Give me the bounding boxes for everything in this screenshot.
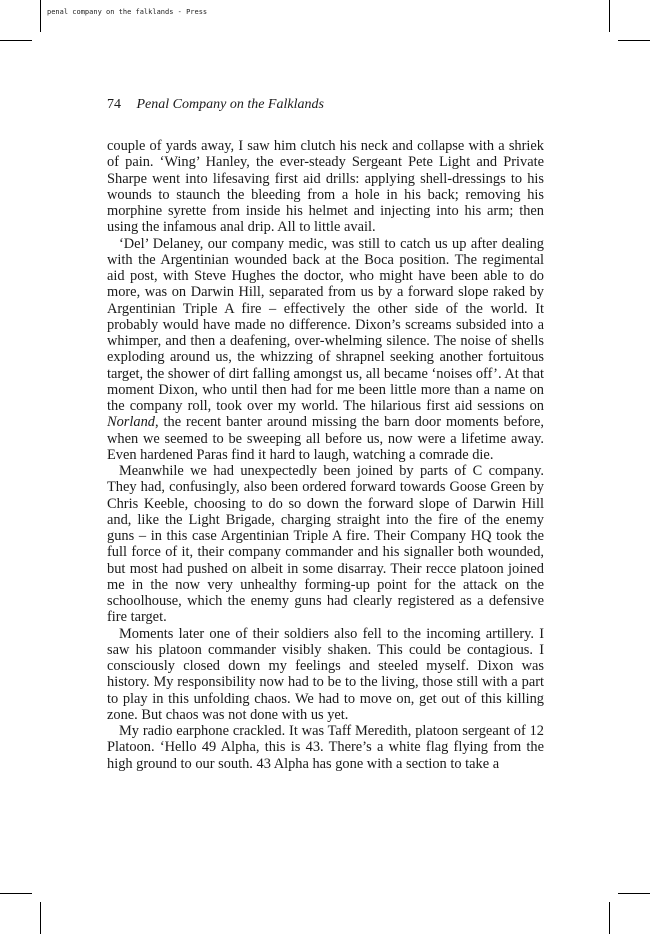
paragraph xyxy=(107,626,544,724)
paragraph xyxy=(107,463,544,626)
paragraph xyxy=(107,236,544,464)
paragraph-text: Meanwhile we had unexpectedly been joined by parts of C company. They had, confusingly, also been ordered forward towards Goose Green by Chris Keeble, choosing to do so down the forward slope of Darwin Hill and, like the Light Brigade, charging straight into the fire of the enemy guns – in this case Argentinian Triple A fire. Their Company HQ took the full force of it, their company commander and his signaller both wounded, but most had pushed on albeit in some disarray. Their recce platoon joined me in the now very unhealthy forming-up point for the attack on the schoolhouse, which the enemy guns had clearly registered as a defensive fire target. xyxy=(107,463,544,626)
page-number: 74 xyxy=(107,97,121,112)
paragraph-text-continued: , the recent banter around missing the barn door moments before, when we seemed to be sweeping all before us, now were a lifetime away. Even hardened Paras find it hard to laugh, watching a comrade die. xyxy=(107,414,544,463)
paragraph-text: ‘Del’ Delaney, our company medic, was still to catch us up after dealing with the Argentinian wounded back at the Boca position. The regimental aid post, with Steve Hughes the doctor, who might have been able to do more, was on Darwin Hill, separated from us by a forward slope raked by Argentinian Triple A fire – effectively the other side of the world. It probably would have made no difference. Dixon’s screams subsided into a whimper, and then a deafening, over-whelming silence. The noise of shells exploding around us, the whizzing of shrapnel seeking another fortuitous target, the shower of dirt falling amongst us, all became ‘noises off’. At that moment Dixon, who until then had for me been little more than a name on the company roll, took over my world. The hilarious first aid sessions on xyxy=(107,235,544,414)
paragraph-text: Moments later one of their soldiers also fell to the incoming artillery. I saw his platoon commander visibly shaken. This could be contagious. I consciously closed down my feelings and steeled myself. Dixon was history. My responsibility now had to be to the living, those still with a part to play in this unfolding chaos. We had to move on, get out of this killing zone. But chaos was not done with us yet. xyxy=(107,625,544,723)
crop-mark-bottom-right-horizontal xyxy=(618,893,650,894)
print-slug: penal company on the falklands - Press xyxy=(47,8,208,16)
ship-name-italic: Norland xyxy=(107,414,155,431)
paragraph-text: couple of yards away, I saw him clutch his neck and collapse with a shriek of pain. ‘Wing’ Hanley, the ever-steady Sergeant Pete Light and Private Sharpe went into lifesaving first aid drills: applying shell-dressings to his wounds to staunch the bleeding from a hole in his back; removing his morphine syrette from inside his helmet and injecting into his arm; then using the infamous anal drip. All to little avail. xyxy=(107,138,544,236)
crop-mark-bottom-left-horizontal xyxy=(0,893,32,894)
crop-mark-top-right-vertical xyxy=(609,0,610,32)
body-text xyxy=(107,138,544,772)
paragraph-text: My radio earphone crackled. It was Taff Meredith, platoon sergeant of 12 Platoon. ‘Hello 49 Alpha, this is 43. There’s a white flag flying from the high ground to our south. 43 Alpha has gone with a section to take a xyxy=(107,723,544,772)
paragraph xyxy=(107,723,544,772)
crop-mark-bottom-right-vertical xyxy=(609,902,610,934)
paragraph xyxy=(107,138,544,236)
crop-mark-top-right-horizontal xyxy=(618,40,650,41)
running-head xyxy=(107,97,324,113)
crop-mark-top-left-vertical xyxy=(40,0,41,32)
crop-mark-bottom-left-vertical xyxy=(40,902,41,934)
running-head-title: Penal Company on the Falklands xyxy=(136,97,324,112)
crop-mark-top-left-horizontal xyxy=(0,40,32,41)
